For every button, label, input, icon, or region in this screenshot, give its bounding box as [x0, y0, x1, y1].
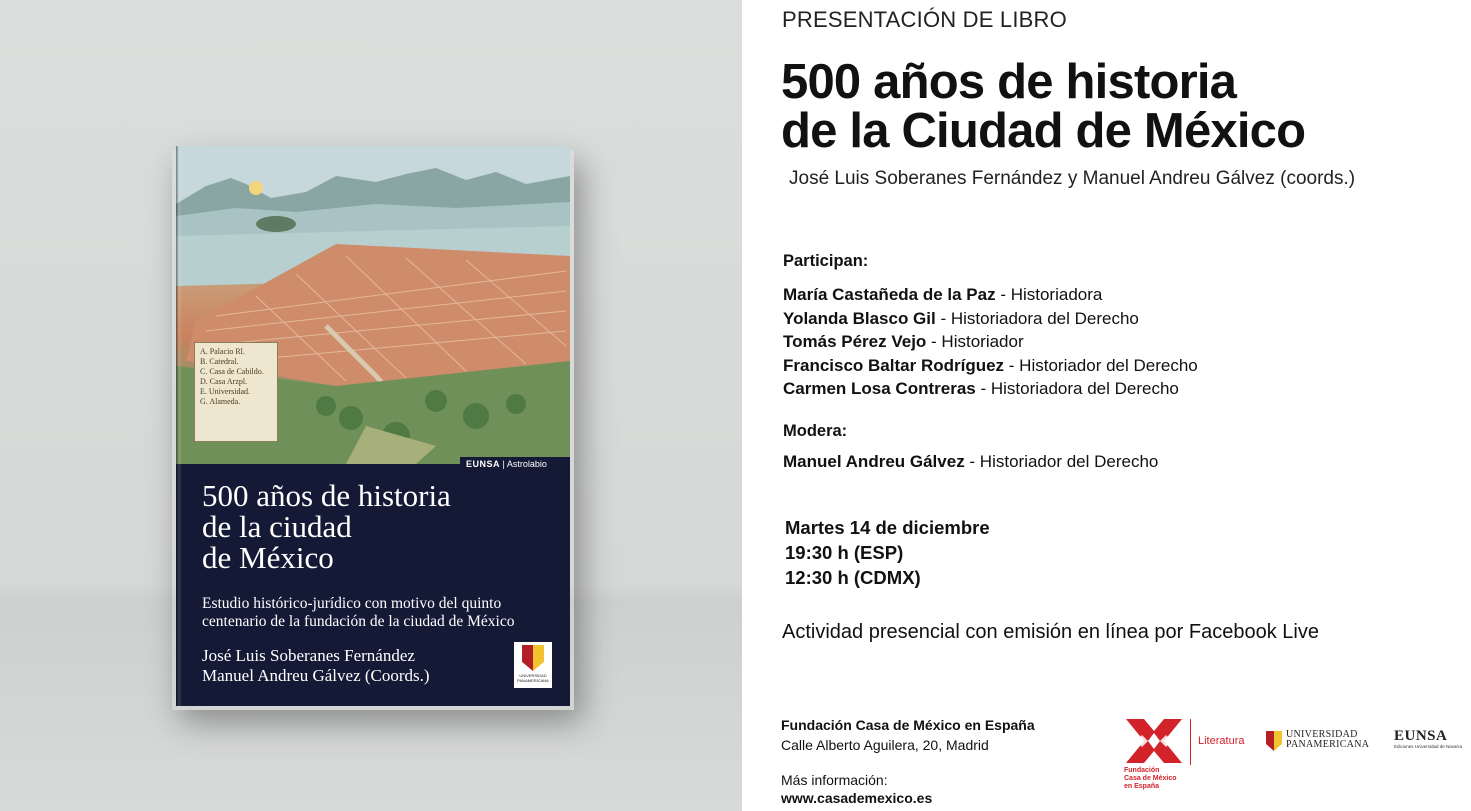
participant-name: María Castañeda de la Paz	[783, 285, 996, 304]
fcm-mark-icon	[1124, 717, 1184, 765]
more-info-label: Más información:	[781, 772, 888, 788]
event-datetime	[785, 515, 990, 590]
badge-caption: UNIVERSIDAD PANAMERICANA	[517, 673, 549, 683]
participant-name: Francisco Baltar Rodríguez	[783, 355, 1005, 375]
book-authors	[202, 646, 502, 686]
book-spine	[176, 146, 182, 706]
participant-role: Historiadora	[1010, 285, 1103, 304]
eunsa-logo: EUNSA Ediciones Universidad de Navarra	[1394, 728, 1463, 749]
cover-map-illustration	[176, 146, 570, 464]
book-title-line: 500 años de historia	[202, 478, 451, 513]
book-subtitle	[202, 595, 542, 631]
event-type-label: PRESENTACIÓN DE LIBRO	[782, 7, 1067, 32]
legend-line: G. Alameda.	[200, 397, 241, 406]
map-legend	[194, 342, 278, 442]
universidad-panamericana-logo: UNIVERSIDAD PANAMERICANA	[1266, 729, 1378, 755]
legend-line: A. Palacio Rl.	[200, 347, 245, 356]
shield-icon	[522, 645, 544, 671]
moderator-role: Historiador del Derecho	[979, 452, 1159, 471]
moderator-name: Manuel Andreu Gálvez	[783, 452, 965, 471]
shield-icon	[1266, 731, 1282, 751]
participant-name: Carmen Losa Contreras	[783, 379, 976, 398]
venue-address: Calle Alberto Aguilera, 20, Madrid	[781, 737, 989, 753]
event-date: Martes 14 de diciembre	[785, 517, 990, 538]
event-title-line: de la Ciudad de México	[781, 104, 1306, 158]
list-item: Tomás Pérez Vejo - Historiador	[783, 332, 1024, 351]
event-title-line: 500 años de historia	[781, 55, 1237, 109]
venue-name: Fundación Casa de México en España	[781, 717, 1035, 733]
book-subtitle-line: Estudio histórico-jurídico con motivo del quinto	[202, 595, 502, 612]
participants-heading: Participan:	[783, 252, 869, 270]
venue	[781, 715, 1035, 755]
participant-role: Historiadora del Derecho	[990, 379, 1179, 398]
event-time-esp: 19:30 h (ESP)	[785, 542, 904, 563]
collection-name: Astrolabio	[506, 459, 547, 469]
participant-name: Yolanda Blasco Gil	[783, 308, 936, 328]
book-author-line: Manuel Andreu Gálvez (Coords.)	[202, 666, 430, 685]
book-title-line: de México	[202, 540, 334, 575]
coordinators: José Luis Soberanes Fernández y Manuel Andreu Gálvez (coords.)	[789, 168, 1356, 189]
book-author-line: José Luis Soberanes Fernández	[202, 646, 415, 665]
book-cover	[176, 146, 570, 706]
list-item: Francisco Baltar Rodríguez - Historiador del Derecho	[783, 355, 1198, 375]
fcm-name: Fundación Casa de México en España	[1124, 767, 1177, 790]
legend-line: E. Universidad.	[200, 387, 250, 396]
fcm-program: Literatura	[1198, 735, 1245, 747]
participant-role: Historiadora del Derecho	[950, 308, 1139, 328]
fundacion-casa-mexico-logo	[1118, 715, 1258, 795]
legend-line: B. Catedral.	[200, 357, 239, 366]
book-title-line: de la ciudad	[202, 509, 352, 544]
legend-line: C. Casa de Cabildo.	[200, 367, 264, 376]
more-info	[781, 771, 932, 807]
university-badge	[514, 642, 552, 688]
publisher-bar: EUNSA | Astrolabio	[460, 457, 570, 472]
list-item: Yolanda Blasco Gil - Historiadora del Derecho	[783, 308, 1139, 328]
event-time-cdmx: 12:30 h (CDMX)	[785, 567, 921, 588]
moderator-heading: Modera:	[783, 422, 848, 440]
logo-divider	[1190, 719, 1191, 765]
website-link[interactable]: www.casademexico.es	[781, 790, 933, 806]
list-item: María Castañeda de la Paz - Historiadora	[783, 285, 1103, 304]
book-subtitle-line: centenario de la fundación de la ciudad de México	[202, 613, 515, 630]
participant-name: Tomás Pérez Vejo	[783, 332, 927, 351]
event-title	[781, 55, 1306, 158]
book-title	[202, 480, 562, 573]
legend-line: D. Casa Arzpl.	[200, 377, 248, 386]
activity-note: Actividad presencial con emisión en línea por Facebook Live	[782, 621, 1319, 643]
moderator: Manuel Andreu Gálvez - Historiador del Derecho	[783, 452, 1159, 471]
publisher-name: EUNSA	[466, 459, 501, 469]
participants-list	[783, 283, 1198, 401]
participant-role: Historiador	[941, 332, 1024, 351]
list-item: Carmen Losa Contreras - Historiadora del Derecho	[783, 379, 1179, 398]
participant-role: Historiador del Derecho	[1019, 355, 1198, 375]
